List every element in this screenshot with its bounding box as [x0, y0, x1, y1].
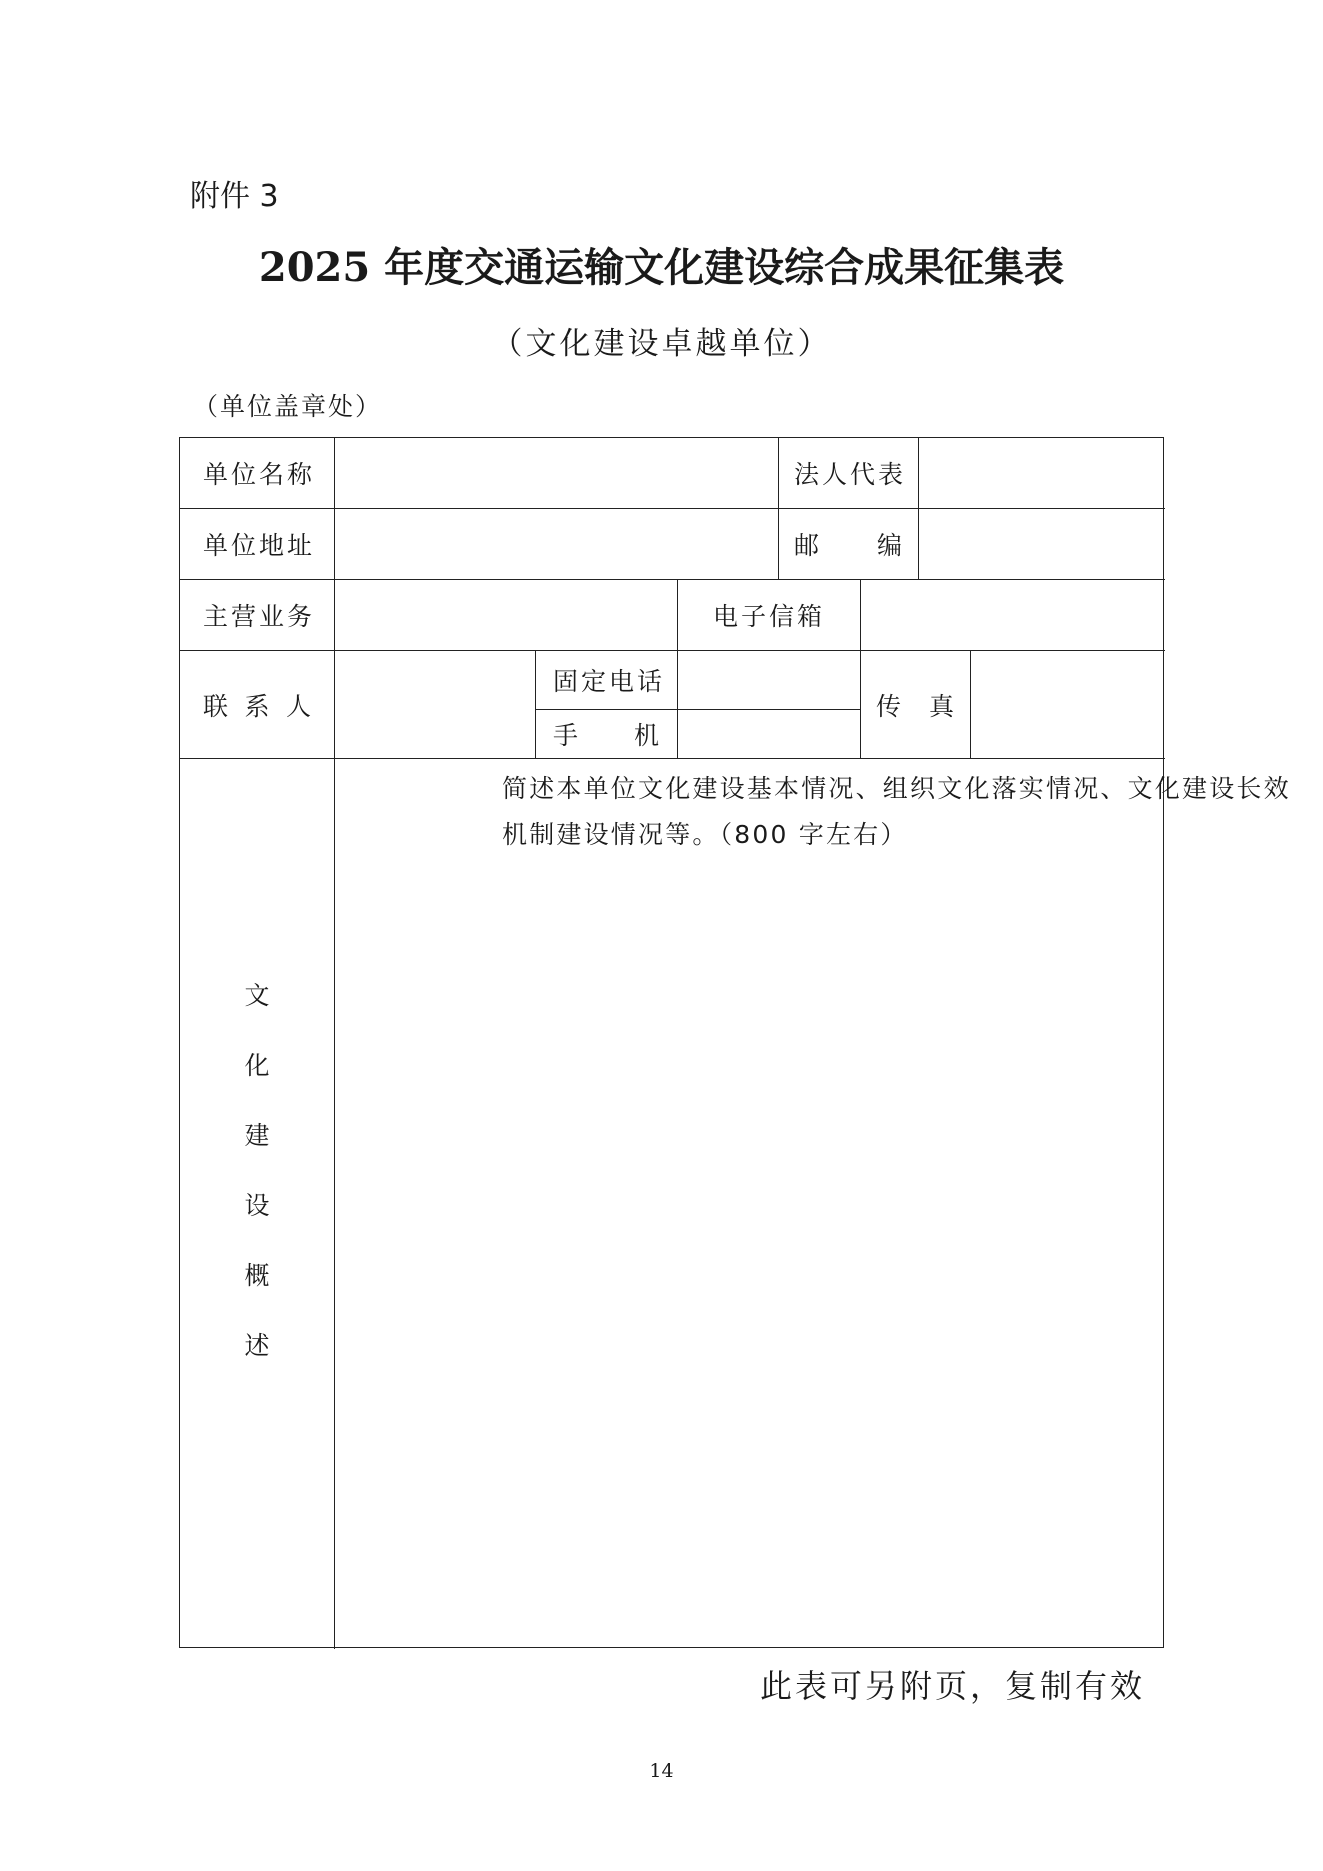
column-divider	[860, 579, 861, 758]
column-divider	[918, 438, 919, 579]
column-divider	[778, 438, 779, 579]
fax-label-char: 传	[876, 691, 902, 721]
postcode-label-char: 邮	[794, 531, 820, 560]
email-label: 电子信箱	[712, 602, 825, 631]
business-label: 主营业务	[203, 602, 316, 631]
postcode-label-char: 编	[876, 531, 902, 560]
overview-label-char: 概	[244, 1260, 270, 1290]
fax-field[interactable]	[972, 653, 1163, 757]
column-divider	[970, 650, 971, 758]
email-field[interactable]	[862, 582, 1163, 649]
legal-rep-label: 法人代表	[794, 460, 907, 489]
overview-field[interactable]	[336, 760, 1291, 1647]
mobile-label	[553, 710, 659, 758]
contact-label-char: 系	[244, 691, 270, 721]
legal-rep-field[interactable]	[920, 440, 1163, 507]
mobile-label-char: 机	[633, 721, 659, 750]
fax-label	[876, 651, 954, 758]
address-label: 单位地址	[203, 531, 316, 560]
landline-field[interactable]	[679, 653, 859, 708]
overview-label	[180, 693, 334, 1648]
overview-label-char: 述	[244, 1330, 270, 1360]
submission-form	[179, 437, 1291, 1648]
row-divider	[180, 650, 1165, 651]
column-divider	[334, 438, 335, 1649]
column-divider	[677, 650, 678, 758]
fax-label-char: 真	[928, 691, 954, 721]
contact-field[interactable]	[336, 653, 534, 757]
overview-label-char: 建	[244, 1120, 270, 1150]
unit-name-label: 单位名称	[203, 460, 316, 489]
overview-label-char: 化	[244, 1050, 270, 1080]
overview-label-char: 文	[244, 980, 270, 1010]
landline-label: 固定电话	[553, 667, 666, 696]
column-divider	[535, 650, 536, 758]
mobile-field[interactable]	[679, 711, 859, 757]
mobile-label-char: 手	[553, 721, 579, 750]
page-subtitle: （文化建设卓越单位）	[491, 326, 832, 362]
business-field[interactable]	[336, 582, 676, 649]
seal-note: （单位盖章处）	[193, 392, 383, 421]
postcode-field[interactable]	[920, 511, 1163, 578]
page-title: 2025 年度交通运输文化建设综合成果征集表	[258, 244, 1065, 291]
overview-hint: 简述本单位文化建设基本情况、组织文化落实情况、文化建设长效机制建设情况等。（800 字左右）	[502, 774, 1291, 849]
footer-note: 此表可另附页，复制有效	[759, 1667, 1145, 1705]
attachment-label: 附件 3	[190, 179, 279, 214]
unit-name-field[interactable]	[336, 440, 777, 507]
page-number: 14	[649, 1760, 674, 1782]
overview-label-char: 设	[244, 1190, 270, 1220]
postcode-label	[794, 509, 902, 579]
contact-label-char: 人	[285, 691, 311, 721]
contact-label-char: 联	[203, 691, 229, 721]
row-divider	[180, 579, 1165, 580]
row-divider	[180, 508, 1165, 509]
address-field[interactable]	[336, 511, 777, 578]
